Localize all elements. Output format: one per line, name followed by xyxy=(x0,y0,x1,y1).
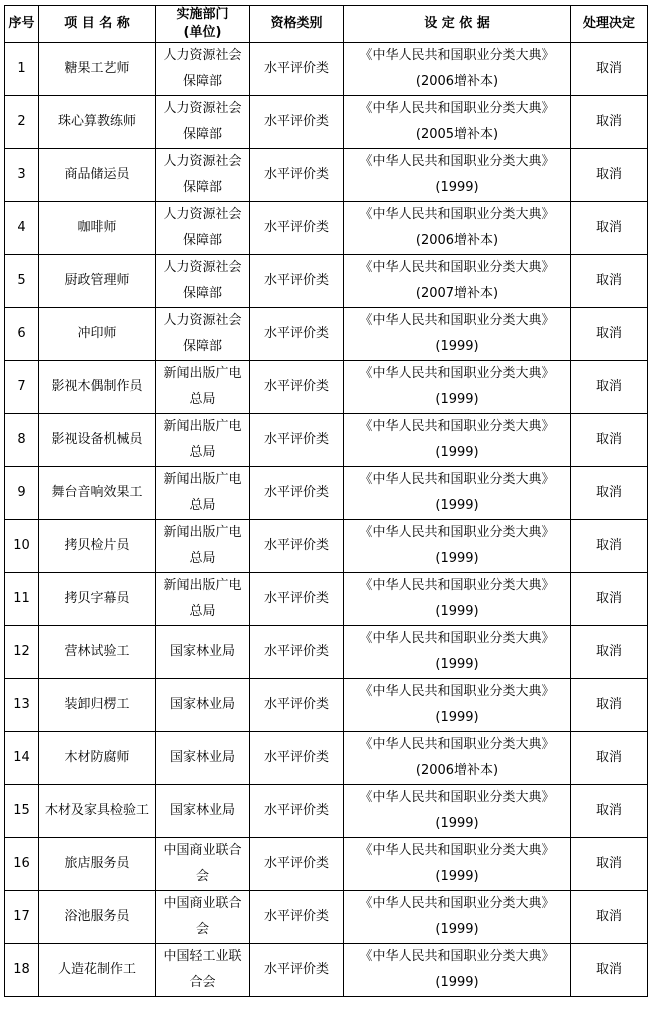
cell-decision: 取消 xyxy=(571,732,648,785)
cell-basis-line2: (1999) xyxy=(435,339,479,354)
table-row xyxy=(5,626,648,679)
cell-dept xyxy=(156,520,250,573)
cell-seq: 2 xyxy=(5,96,39,149)
cell-type: 水平评价类 xyxy=(250,96,344,149)
cell-basis xyxy=(344,891,571,944)
cell-decision: 取消 xyxy=(571,414,648,467)
cell-decision: 取消 xyxy=(571,626,648,679)
cell-basis-line1: 《中华人民共和国职业分类大典》 xyxy=(359,578,555,593)
cell-dept-line1: 新闻出版广电 xyxy=(163,472,242,487)
cell-dept-line1: 人力资源社会 xyxy=(163,207,242,222)
table-row xyxy=(5,149,648,202)
cell-basis-line1: 《中华人民共和国职业分类大典》 xyxy=(359,419,555,434)
cell-name: 冲印师 xyxy=(39,308,156,361)
cell-basis-line1: 《中华人民共和国职业分类大典》 xyxy=(359,154,555,169)
cell-decision: 取消 xyxy=(571,838,648,891)
table-row xyxy=(5,467,648,520)
cell-name: 珠心算教练师 xyxy=(39,96,156,149)
cell-basis xyxy=(344,255,571,308)
cell-name: 影视设备机械员 xyxy=(39,414,156,467)
cell-type: 水平评价类 xyxy=(250,891,344,944)
header-decision: 处理决定 xyxy=(571,6,648,43)
table-row xyxy=(5,679,648,732)
cell-dept-line2: 保障部 xyxy=(182,180,222,195)
cell-basis xyxy=(344,361,571,414)
cell-dept-line1: 国家林业局 xyxy=(169,750,235,765)
cell-dept-line2: 总局 xyxy=(189,551,216,566)
header-type: 资格类别 xyxy=(250,6,344,43)
cell-name: 厨政管理师 xyxy=(39,255,156,308)
cell-dept-line1: 国家林业局 xyxy=(169,697,235,712)
cell-basis xyxy=(344,467,571,520)
cell-decision: 取消 xyxy=(571,785,648,838)
cell-basis-line1: 《中华人民共和国职业分类大典》 xyxy=(359,896,555,911)
cell-dept xyxy=(156,467,250,520)
cell-dept xyxy=(156,202,250,255)
header-name: 项 目 名 称 xyxy=(39,6,156,43)
cell-dept-line1: 人力资源社会 xyxy=(163,260,242,275)
cell-seq: 12 xyxy=(5,626,39,679)
cell-dept-line1: 人力资源社会 xyxy=(163,48,242,63)
cell-basis-line2: (1999) xyxy=(435,816,479,831)
cell-dept xyxy=(156,785,250,838)
cell-name: 糖果工艺师 xyxy=(39,43,156,96)
cell-basis-line2: (1999) xyxy=(435,710,479,725)
cell-basis xyxy=(344,732,571,785)
cell-type: 水平评价类 xyxy=(250,202,344,255)
cell-basis xyxy=(344,414,571,467)
cell-dept-line2: 总局 xyxy=(189,604,216,619)
cell-dept xyxy=(156,944,250,997)
cell-basis-line1: 《中华人民共和国职业分类大典》 xyxy=(359,843,555,858)
cell-basis xyxy=(344,573,571,626)
cell-dept-line1: 中国轻工业联 xyxy=(163,949,242,964)
cell-dept-line2: 合会 xyxy=(189,975,216,990)
cell-name: 拷贝检片员 xyxy=(39,520,156,573)
cell-seq: 8 xyxy=(5,414,39,467)
cell-type: 水平评价类 xyxy=(250,944,344,997)
cell-name: 旅店服务员 xyxy=(39,838,156,891)
cell-basis-line2: (1999) xyxy=(435,498,479,513)
cell-dept xyxy=(156,891,250,944)
cell-seq: 11 xyxy=(5,573,39,626)
cell-type: 水平评价类 xyxy=(250,255,344,308)
cell-type: 水平评价类 xyxy=(250,149,344,202)
cell-dept-line2: 保障部 xyxy=(182,286,222,301)
header-seq: 序号 xyxy=(5,6,39,43)
cell-dept xyxy=(156,361,250,414)
cell-seq: 9 xyxy=(5,467,39,520)
cell-dept-line1: 新闻出版广电 xyxy=(163,366,242,381)
cell-basis-line2: (1999) xyxy=(435,445,479,460)
cell-seq: 10 xyxy=(5,520,39,573)
cell-dept-line1: 新闻出版广电 xyxy=(163,578,242,593)
cell-dept xyxy=(156,149,250,202)
cell-basis-line2: (2006增补本) xyxy=(415,74,499,89)
cell-decision: 取消 xyxy=(571,255,648,308)
cell-basis-line1: 《中华人民共和国职业分类大典》 xyxy=(359,101,555,116)
cell-type: 水平评价类 xyxy=(250,679,344,732)
cell-basis-line1: 《中华人民共和国职业分类大典》 xyxy=(359,260,555,275)
cell-type: 水平评价类 xyxy=(250,467,344,520)
cell-decision: 取消 xyxy=(571,944,648,997)
table-row xyxy=(5,202,648,255)
cell-dept-line2: 保障部 xyxy=(182,339,222,354)
cell-type: 水平评价类 xyxy=(250,838,344,891)
table-row xyxy=(5,785,648,838)
cell-basis-line2: (1999) xyxy=(435,922,479,937)
cell-basis xyxy=(344,944,571,997)
table-row xyxy=(5,891,648,944)
cell-seq: 7 xyxy=(5,361,39,414)
cell-basis-line1: 《中华人民共和国职业分类大典》 xyxy=(359,684,555,699)
cell-dept-line2: 保障部 xyxy=(182,74,222,89)
cell-basis-line1: 《中华人民共和国职业分类大典》 xyxy=(359,207,555,222)
cell-dept-line1: 国家林业局 xyxy=(169,803,235,818)
cell-decision: 取消 xyxy=(571,679,648,732)
cell-name: 舞台音响效果工 xyxy=(39,467,156,520)
cell-seq: 16 xyxy=(5,838,39,891)
cell-dept-line2: 会 xyxy=(195,922,209,937)
table-row xyxy=(5,96,648,149)
qualification-table xyxy=(4,5,648,997)
cell-dept xyxy=(156,255,250,308)
table-row xyxy=(5,43,648,96)
cell-dept-line1: 新闻出版广电 xyxy=(163,525,242,540)
cell-dept-line1: 人力资源社会 xyxy=(163,313,242,328)
cell-basis-line1: 《中华人民共和国职业分类大典》 xyxy=(359,631,555,646)
cell-seq: 5 xyxy=(5,255,39,308)
cell-basis-line2: (2007增补本) xyxy=(415,286,499,301)
cell-decision: 取消 xyxy=(571,149,648,202)
cell-seq: 14 xyxy=(5,732,39,785)
cell-dept-line1: 人力资源社会 xyxy=(163,154,242,169)
header-dept-line2: (单位) xyxy=(183,25,222,40)
cell-seq: 1 xyxy=(5,43,39,96)
cell-basis-line2: (2006增补本) xyxy=(415,763,499,778)
cell-name: 装卸归楞工 xyxy=(39,679,156,732)
cell-basis-line2: (1999) xyxy=(435,551,479,566)
cell-dept xyxy=(156,732,250,785)
cell-basis xyxy=(344,308,571,361)
cell-type: 水平评价类 xyxy=(250,308,344,361)
cell-dept xyxy=(156,679,250,732)
cell-basis xyxy=(344,43,571,96)
cell-dept-line2: 总局 xyxy=(189,445,216,460)
cell-name: 浴池服务员 xyxy=(39,891,156,944)
cell-basis xyxy=(344,96,571,149)
cell-dept-line2: 总局 xyxy=(189,498,216,513)
cell-name: 木材防腐师 xyxy=(39,732,156,785)
table-row xyxy=(5,414,648,467)
cell-dept-line2: 会 xyxy=(195,869,209,884)
cell-dept xyxy=(156,573,250,626)
cell-seq: 13 xyxy=(5,679,39,732)
cell-dept xyxy=(156,838,250,891)
cell-basis-line1: 《中华人民共和国职业分类大典》 xyxy=(359,366,555,381)
header-dept-line1: 实施部门 xyxy=(176,7,229,22)
table-row xyxy=(5,520,648,573)
cell-basis-line1: 《中华人民共和国职业分类大典》 xyxy=(359,472,555,487)
cell-basis xyxy=(344,626,571,679)
cell-basis-line2: (1999) xyxy=(435,975,479,990)
cell-basis xyxy=(344,202,571,255)
cell-type: 水平评价类 xyxy=(250,732,344,785)
cell-seq: 3 xyxy=(5,149,39,202)
table-row xyxy=(5,308,648,361)
cell-dept-line2: 保障部 xyxy=(182,233,222,248)
cell-basis xyxy=(344,838,571,891)
header-row xyxy=(5,6,648,43)
cell-dept-line1: 新闻出版广电 xyxy=(163,419,242,434)
cell-basis xyxy=(344,520,571,573)
cell-decision: 取消 xyxy=(571,361,648,414)
table-body xyxy=(5,43,648,997)
cell-seq: 6 xyxy=(5,308,39,361)
cell-dept xyxy=(156,414,250,467)
cell-dept xyxy=(156,308,250,361)
cell-name: 商品储运员 xyxy=(39,149,156,202)
cell-name: 拷贝字幕员 xyxy=(39,573,156,626)
cell-basis xyxy=(344,149,571,202)
cell-basis-line1: 《中华人民共和国职业分类大典》 xyxy=(359,790,555,805)
cell-name: 影视木偶制作员 xyxy=(39,361,156,414)
cell-decision: 取消 xyxy=(571,573,648,626)
cell-basis-line2: (1999) xyxy=(435,869,479,884)
cell-basis-line1: 《中华人民共和国职业分类大典》 xyxy=(359,313,555,328)
cell-decision: 取消 xyxy=(571,202,648,255)
cell-basis-line2: (1999) xyxy=(435,180,479,195)
cell-basis xyxy=(344,679,571,732)
cell-type: 水平评价类 xyxy=(250,520,344,573)
table-row xyxy=(5,732,648,785)
cell-dept-line1: 中国商业联合 xyxy=(163,843,242,858)
cell-basis-line2: (1999) xyxy=(435,604,479,619)
cell-type: 水平评价类 xyxy=(250,361,344,414)
cell-dept-line1: 人力资源社会 xyxy=(163,101,242,116)
cell-seq: 17 xyxy=(5,891,39,944)
cell-decision: 取消 xyxy=(571,520,648,573)
cell-seq: 15 xyxy=(5,785,39,838)
cell-name: 咖啡师 xyxy=(39,202,156,255)
cell-type: 水平评价类 xyxy=(250,573,344,626)
cell-basis-line2: (2005增补本) xyxy=(415,127,499,142)
cell-basis-line1: 《中华人民共和国职业分类大典》 xyxy=(359,525,555,540)
table-row xyxy=(5,361,648,414)
cell-type: 水平评价类 xyxy=(250,43,344,96)
cell-seq: 18 xyxy=(5,944,39,997)
cell-seq: 4 xyxy=(5,202,39,255)
table-row xyxy=(5,255,648,308)
header-dept xyxy=(156,6,250,43)
cell-dept-line1: 国家林业局 xyxy=(169,644,235,659)
cell-basis-line1: 《中华人民共和国职业分类大典》 xyxy=(359,48,555,63)
table-row xyxy=(5,944,648,997)
cell-dept xyxy=(156,43,250,96)
cell-basis-line2: (2006增补本) xyxy=(415,233,499,248)
table-row xyxy=(5,838,648,891)
cell-basis-line2: (1999) xyxy=(435,392,479,407)
cell-decision: 取消 xyxy=(571,891,648,944)
cell-decision: 取消 xyxy=(571,308,648,361)
cell-decision: 取消 xyxy=(571,96,648,149)
cell-name: 人造花制作工 xyxy=(39,944,156,997)
cell-dept xyxy=(156,96,250,149)
cell-name: 木材及家具检验工 xyxy=(39,785,156,838)
cell-dept-line2: 总局 xyxy=(189,392,216,407)
cell-type: 水平评价类 xyxy=(250,626,344,679)
cell-dept-line2: 保障部 xyxy=(182,127,222,142)
table-row xyxy=(5,573,648,626)
cell-basis-line1: 《中华人民共和国职业分类大典》 xyxy=(359,949,555,964)
cell-decision: 取消 xyxy=(571,43,648,96)
cell-basis xyxy=(344,785,571,838)
cell-type: 水平评价类 xyxy=(250,414,344,467)
cell-name: 营林试验工 xyxy=(39,626,156,679)
cell-basis-line1: 《中华人民共和国职业分类大典》 xyxy=(359,737,555,752)
cell-dept xyxy=(156,626,250,679)
cell-type: 水平评价类 xyxy=(250,785,344,838)
cell-decision: 取消 xyxy=(571,467,648,520)
header-basis: 设 定 依 据 xyxy=(344,6,571,43)
cell-dept-line1: 中国商业联合 xyxy=(163,896,242,911)
cell-basis-line2: (1999) xyxy=(435,657,479,672)
